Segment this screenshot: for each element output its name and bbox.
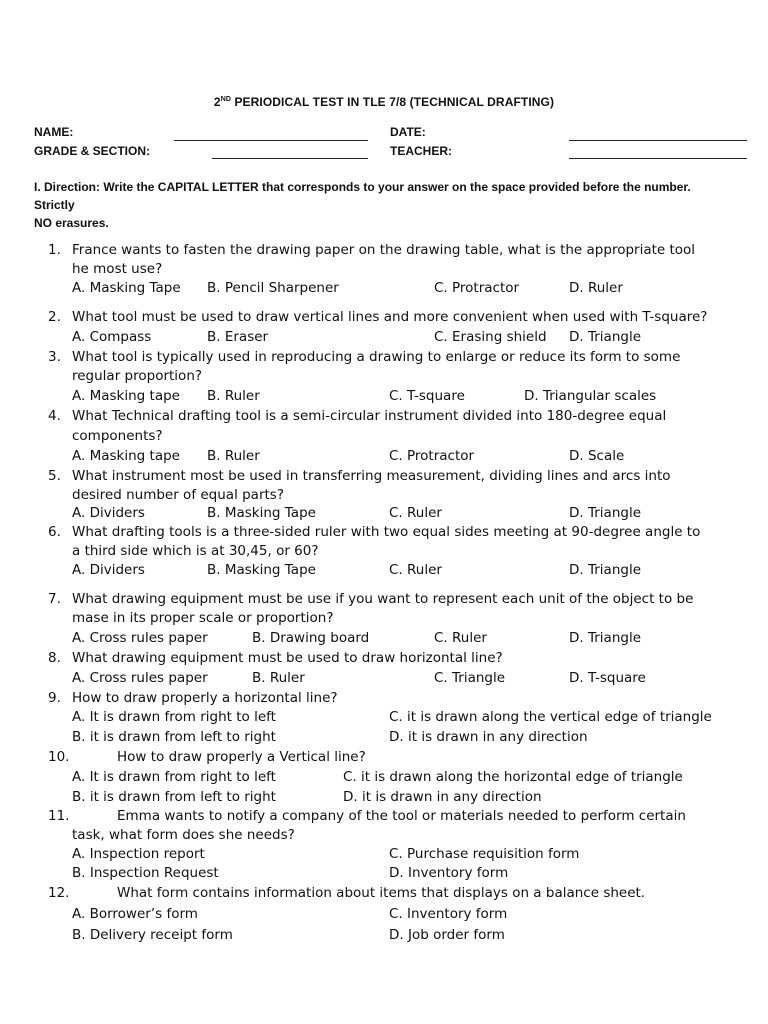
direction-line-1: I. Direction: Write the CAPITAL LETTER that corresponds to your answer on the space provided before the number. Strictly [34,180,691,212]
question-number: 6. [48,524,61,540]
choice-c: C. Triangle [434,670,506,686]
question-text-line: task, what form does she needs? [72,827,295,843]
question-text-line: regular proportion? [72,368,203,384]
choice-a: A. It is drawn from right to left [72,769,276,785]
question-text-line: components? [72,428,163,444]
choice-b: B. Delivery receipt form [72,927,233,943]
choice-d: D. Scale [569,448,625,464]
question-number: 11. [48,808,70,824]
question-number: 7. [48,591,61,607]
choice-a: A. Cross rules paper [72,670,208,686]
choice-c: C. Purchase requisition form [389,846,580,862]
choice-b: B. Inspection Request [72,865,219,881]
question-text-line: What form contains information about items that displays on a balance sheet. [117,885,646,901]
date-label: DATE: [390,125,426,139]
question-number: 4. [48,408,61,424]
grade-section-line[interactable] [212,158,368,159]
question-text-line: How to draw properly a Vertical line? [117,749,366,765]
direction-line-2: NO erasures. [34,216,109,230]
choice-d: D. Inventory form [389,865,509,881]
question-number: 12. [48,885,70,901]
choice-b: B. Eraser [207,329,269,345]
choice-b: B. Ruler [207,448,260,464]
question-text-line: How to draw properly a horizontal line? [72,690,338,706]
choice-a: A. Dividers [72,562,145,578]
choice-d: D. T-square [569,670,646,686]
choice-d: D. Triangular scales [524,388,657,404]
question-text-line: Emma wants to notify a company of the tool or materials needed to perform certain [117,808,686,824]
question-number: 9. [48,690,61,706]
choice-d: D. Job order form [389,927,505,943]
choice-a: A. Dividers [72,505,145,521]
question-text-line: he most use? [72,261,163,277]
choice-d: D. Triangle [569,562,641,578]
choice-c: C. Inventory form [389,906,508,922]
title-text: PERIODICAL TEST IN TLE 7/8 (TECHNICAL DRAFTING) [231,95,555,109]
choice-b: B. it is drawn from left to right [72,729,276,745]
choice-a: A. Masking tape [72,388,180,404]
question-text-line: What drawing equipment must be used to draw horizontal line? [72,650,503,666]
choice-d: D. Triangle [569,630,641,646]
choice-c: C. Protractor [389,448,475,464]
name-line[interactable] [174,140,368,141]
choice-a: A. Inspection report [72,846,205,862]
question-text-line: What tool is typically used in reproducing a drawing to enlarge or reduce its form to some [72,349,681,365]
choice-c: C. T-square [389,388,465,404]
choice-b: B. it is drawn from left to right [72,789,276,805]
choice-d: D. Triangle [569,329,641,345]
teacher-line[interactable] [569,158,747,159]
teacher-label: TEACHER: [390,144,452,158]
choice-c: C. Ruler [389,562,442,578]
question-number: 1. [48,242,61,258]
question-text-line: desired number of equal parts? [72,487,284,503]
choice-b: B. Ruler [207,388,260,404]
name-label: NAME: [34,125,74,139]
choice-d: D. Triangle [569,505,641,521]
question-text-line: What tool must be used to draw vertical lines and more convenient when used with T-square? [72,309,708,325]
question-text-line: What instrument most be used in transferring measurement, dividing lines and arcs into [72,468,671,484]
choice-d: D. it is drawn in any direction [389,729,588,745]
question-number: 2. [48,309,61,325]
choice-b: B. Pencil Sharpener [207,280,339,296]
test-title [0,95,768,109]
choice-b: B. Ruler [252,670,305,686]
choice-c: C. Protractor [434,280,520,296]
choice-a: A. Compass [72,329,152,345]
choice-c: C. it is drawn along the vertical edge of triangle [389,709,712,725]
title-number: 2 [213,95,221,109]
choice-b: B. Masking Tape [207,505,316,521]
choice-a: A. Cross rules paper [72,630,208,646]
question-text-line: a third side which is at 30,45, or 60? [72,543,319,559]
question-text-line: What drafting tools is a three-sided ruler with two equal sides meeting at 90-degree angle to [72,524,701,540]
choice-b: B. Masking Tape [207,562,316,578]
direction-text [34,178,734,232]
choice-a: A. It is drawn from right to left [72,709,276,725]
question-text-line: France wants to fasten the drawing paper on the drawing table, what is the appropriate tool [72,242,696,258]
grade-section-label: GRADE & SECTION: [34,144,151,158]
date-line[interactable] [569,140,747,141]
question-number: 3. [48,349,61,365]
title-superscript: ND [220,96,232,103]
question-text-line: What Technical drafting tool is a semi-circular instrument divided into 180-degree equal [72,408,667,424]
choice-a: A. Masking Tape [72,280,181,296]
choice-c: C. Ruler [434,630,487,646]
choice-a: A. Masking tape [72,448,180,464]
choice-d: D. it is drawn in any direction [343,789,542,805]
question-number: 10. [48,749,70,765]
question-text-line: What drawing equipment must be use if you want to represent each unit of the object to be [72,591,694,607]
choice-c: C. Erasing shield [434,329,547,345]
question-text-line: mase in its proper scale or proportion? [72,610,334,626]
choice-b: B. Drawing board [252,630,370,646]
question-number: 5. [48,468,61,484]
choice-a: A. Borrower’s form [72,906,198,922]
question-number: 8. [48,650,61,666]
choice-d: D. Ruler [569,280,623,296]
choice-c: C. Ruler [389,505,442,521]
choice-c: C. it is drawn along the horizontal edge of triangle [343,769,683,785]
